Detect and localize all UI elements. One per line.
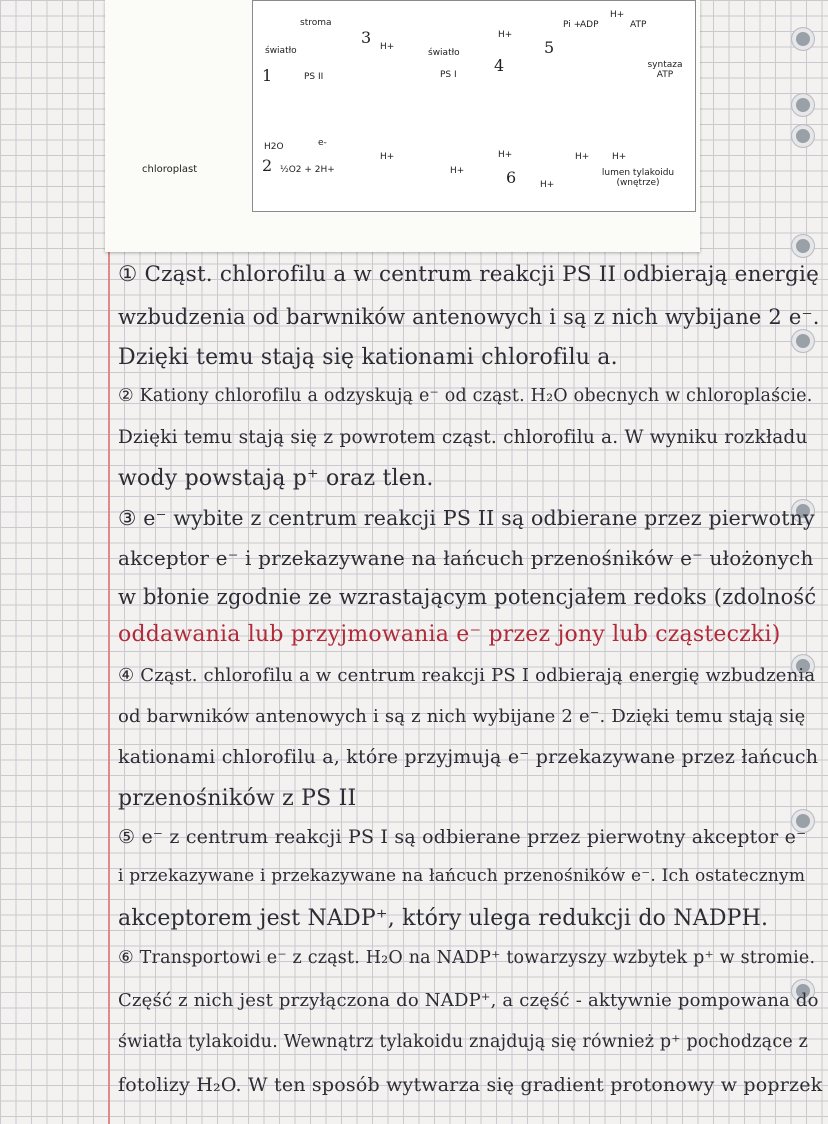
- lumen-label: lumen tylakoidu (wnętrze): [601, 168, 675, 188]
- note-line: wzbudzenia od barwników antenowych i są z nich wybijane 2 e⁻.: [118, 305, 820, 329]
- nadph-label: NADPH: [558, 76, 583, 84]
- note-line: Dzięki temu stają się kationami chlorofilu a.: [118, 345, 618, 370]
- h-plus-label: H+: [450, 166, 465, 176]
- note-line: akceptorem jest NADP⁺, który ulega redukcji do NADPH.: [118, 906, 769, 931]
- diagram-number: 5: [544, 38, 555, 57]
- stroma-label: stroma: [300, 18, 332, 28]
- note-line: akceptor e⁻ i przekazywane na łańcuch przenośników e⁻ ułożonych: [118, 546, 814, 570]
- note-line: ① Cząst. chlorofilu a w centrum reakcji PS II odbierają energię: [118, 262, 819, 287]
- light-label-2: światło: [428, 48, 460, 58]
- diagram-number: 1: [262, 66, 273, 85]
- h-plus-label: H+: [612, 152, 627, 162]
- atp-synthase-label: syntaza ATP: [647, 60, 683, 80]
- h-plus-label: H+: [610, 10, 625, 20]
- nadp-plus-label: NADP+: [517, 64, 543, 72]
- diagram-card: [0, 0, 720, 255]
- p680-label: P680: [298, 123, 319, 132]
- note-line: wody powstają p⁺ oraz tlen.: [118, 466, 434, 491]
- h-plus-label: H+: [498, 150, 513, 160]
- note-line: ④ Cząst. chlorofilu a w centrum reakcji PS I odbierają energię wzbudzenia: [118, 665, 816, 686]
- note-line: w błonie zgodnie ze wzrastającym potencjałem redoks (zdolność: [118, 585, 817, 609]
- h-plus-label: H+: [380, 42, 395, 52]
- note-line: ③ e⁻ wybite z centrum reakcji PS II są odbierane przez pierwotny: [118, 506, 815, 530]
- note-line: i przekazywane i przekazywane na łańcuch przenośników e⁻. Ich ostatecznym: [118, 866, 806, 886]
- note-line: światła tylakoidu. Wewnątrz tylakoidu znajdują się również p⁺ pochodzące z: [118, 1032, 809, 1052]
- h-plus-label: H+: [498, 30, 513, 40]
- note-line: Część z nich jest przyłączona do NADP⁺, a część - aktywnie pompowana do: [118, 990, 819, 1011]
- ps1-label: PS I: [440, 70, 457, 80]
- ps2-label: PS II: [304, 72, 324, 82]
- diagram-number: 4: [494, 56, 505, 75]
- note-line: od barwników antenowych i są z nich wybijane 2 e⁻. Dzięki temu stają się: [118, 706, 806, 727]
- diagram-number: 3: [361, 28, 372, 47]
- h2o-label: H2O: [264, 142, 284, 152]
- note-line: przenośników z PS II: [118, 786, 357, 811]
- h-plus-label: H+: [575, 152, 590, 162]
- note-line-red: oddawania lub przyjmowania e⁻ przez jony lub cząsteczki): [118, 622, 781, 647]
- note-line: kationami chlorofilu a, które przyjmują e⁻ przekazywane przez łańcuch: [118, 746, 819, 768]
- diagram-number: 2: [262, 156, 273, 175]
- h-plus-label: H+: [540, 180, 555, 190]
- note-line: ② Kationy chlorofilu a odzyskują e⁻ od cząst. H₂O obecnych w chloroplaście.: [118, 386, 813, 406]
- note-line: fotolizy H₂O. W ten sposób wytwarza się gradient protonowy w poprzek: [118, 1074, 823, 1096]
- diagram-number: 6: [506, 168, 517, 187]
- note-line: Dzięki temu stają się z powrotem cząst. chlorofilu a. W wyniku rozkładu: [118, 427, 808, 448]
- electron-label: e-: [318, 138, 327, 148]
- p700-label: P700: [462, 123, 483, 132]
- note-line: ⑥ Transportowi e⁻ z cząst. H₂O na NADP⁺ towarzyszy wzbytek p⁺ w stromie.: [118, 948, 816, 968]
- h-plus-label: H+: [380, 152, 395, 162]
- note-line: ⑤ e⁻ z centrum reakcji PS I są odbierane przez pierwotny akceptor e⁻: [118, 826, 807, 848]
- oxygen-reaction-label: ½O2 + 2H+: [280, 165, 335, 175]
- light-label-1: światło: [265, 46, 297, 56]
- chloroplast-label: chloroplast: [142, 164, 198, 175]
- adp-label: ADP: [580, 20, 599, 30]
- atp-label: ATP: [630, 20, 647, 30]
- pi-label: Pi +: [563, 20, 582, 30]
